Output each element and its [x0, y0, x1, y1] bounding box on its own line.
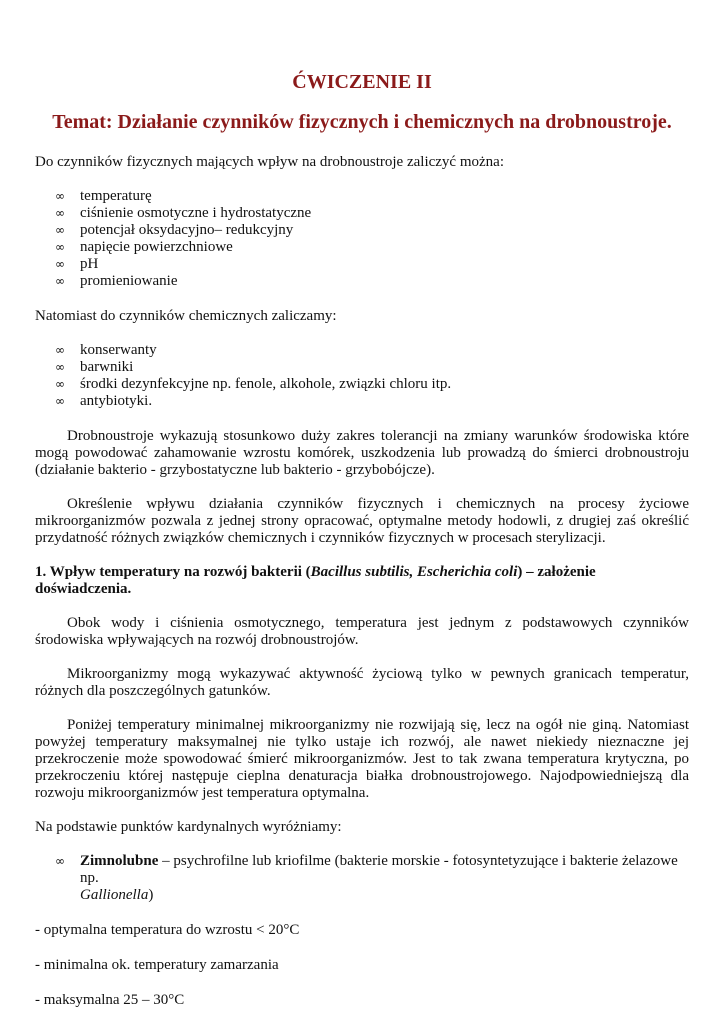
- list-item: ∞ konserwanty: [55, 342, 157, 358]
- bullet-icon: ∞: [55, 394, 65, 408]
- list-item: ∞ Zimnolubne – psychrofilne lub kriofilme (bakterie morskie - fotosyntetyzujące i bakterie żelazowe np. Gallionella): [55, 853, 678, 903]
- list-item: ∞ napięcie powierzchniowe: [55, 239, 233, 255]
- chemical-factors-intro: Natomiast do czynników chemicznych zaliczamy:: [35, 308, 337, 324]
- bullet-icon: ∞: [55, 206, 65, 220]
- list-item: ∞ antybiotyki.: [55, 393, 153, 409]
- list-item: ∞ pH: [55, 256, 99, 272]
- bullet-icon: ∞: [55, 189, 65, 203]
- paragraph-water: Obok wody i ciśnienia osmotycznego, temperatura jest jednym z podstawowych czynników środowiska wpływających na rozwój drobnoustrojów.: [35, 615, 689, 648]
- bullet-icon: ∞: [55, 343, 65, 357]
- document-page: [35, 70, 689, 1009]
- chemical-factors-list: [35, 342, 689, 410]
- bullet-icon: ∞: [55, 240, 65, 254]
- document-subtitle: Temat: Działanie czynników fizycznych i chemicznych na drobnoustroje.: [52, 111, 672, 133]
- temp-line-maximum: - maksymalna 25 – 30°C: [35, 992, 185, 1008]
- cold-group-example: Gallionella: [80, 887, 149, 903]
- cold-group-name: Zimnolubne: [80, 853, 159, 869]
- list-item: ∞ promieniowanie: [55, 273, 178, 289]
- cold-group-list: [35, 853, 689, 904]
- paragraph-below-minimum: Poniżej temperatury minimalnej mikroorganizmy nie rozwijają się, lecz na ogół nie giną. Natomiast powyżej temperatury maksymalnej nie tylko ustaje ich rozwój, ale nawet niekiedy nieznaczne jej przekroczenie może spowodować śmierć mikroorganizmów. Jest to tak zwana temperatura krytyczna, po przekroczeniu której następuje cieplna denaturacja białka drobnoustrojowego. Najodpowiedniejszą dla rozwoju mikroorganizmów jest temperatura optymalna.: [35, 717, 689, 801]
- bullet-icon: ∞: [55, 377, 65, 391]
- bullet-icon: ∞: [55, 223, 65, 237]
- list-item: ∞ środki dezynfekcyjne np. fenole, alkohole, związki chloru itp.: [55, 376, 452, 392]
- document-title: ĆWICZENIE II: [292, 71, 432, 93]
- bullet-icon: ∞: [55, 360, 65, 374]
- list-item: ∞ ciśnienie osmotyczne i hydrostatyczne: [55, 205, 312, 221]
- physical-factors-list: [35, 188, 689, 290]
- temp-line-minimum: - minimalna ok. temperatury zamarzania: [35, 957, 279, 973]
- list-item: ∞ temperaturę: [55, 188, 152, 204]
- paragraph-tolerance: Drobnoustroje wykazują stosunkowo duży zakres tolerancji na zmiany warunków środowiska które mogą powodować zahamowanie wzrostu komórek, uszkodzenia lub prowadzą do śmierci drobnoustroju (działanie bakterio - grzybostatyczne lub bakterio - grzybobójcze).: [35, 428, 689, 478]
- bullet-icon: ∞: [55, 854, 65, 868]
- temp-line-optimum: - optymalna temperatura do wzrostu < 20°C: [35, 922, 300, 938]
- section-1-species: Bacillus subtilis, Escherichia coli: [310, 564, 518, 580]
- paragraph-activity: Mikroorganizmy mogą wykazywać aktywność życiową tylko w pewnych granicach temperatur, różnych dla poszczególnych gatunków.: [35, 666, 689, 699]
- section-1-heading: 1. Wpływ temperatury na rozwój bakterii (Bacillus subtilis, Escherichia coli) – założenie doświadczenia.: [35, 564, 596, 597]
- bullet-icon: ∞: [55, 257, 65, 271]
- bullet-icon: ∞: [55, 274, 65, 288]
- list-item: ∞ barwniki: [55, 359, 134, 375]
- physical-factors-intro: Do czynników fizycznych mających wpływ na drobnoustroje zaliczyć można:: [35, 154, 504, 170]
- paragraph-cardinal: Na podstawie punktów kardynalnych wyróżniamy:: [35, 819, 342, 835]
- list-item: ∞ potencjał oksydacyjno– redukcyjny: [55, 222, 294, 238]
- paragraph-effect: Określenie wpływu działania czynników fizycznych i chemicznych na procesy życiowe mikroorganizmów pozwala z jednej strony opracować, optymalne metody hodowli, z drugiej zaś określić przydatność różnych związków chemicznych i czynników fizycznych w procesach sterylizacji.: [35, 496, 689, 546]
